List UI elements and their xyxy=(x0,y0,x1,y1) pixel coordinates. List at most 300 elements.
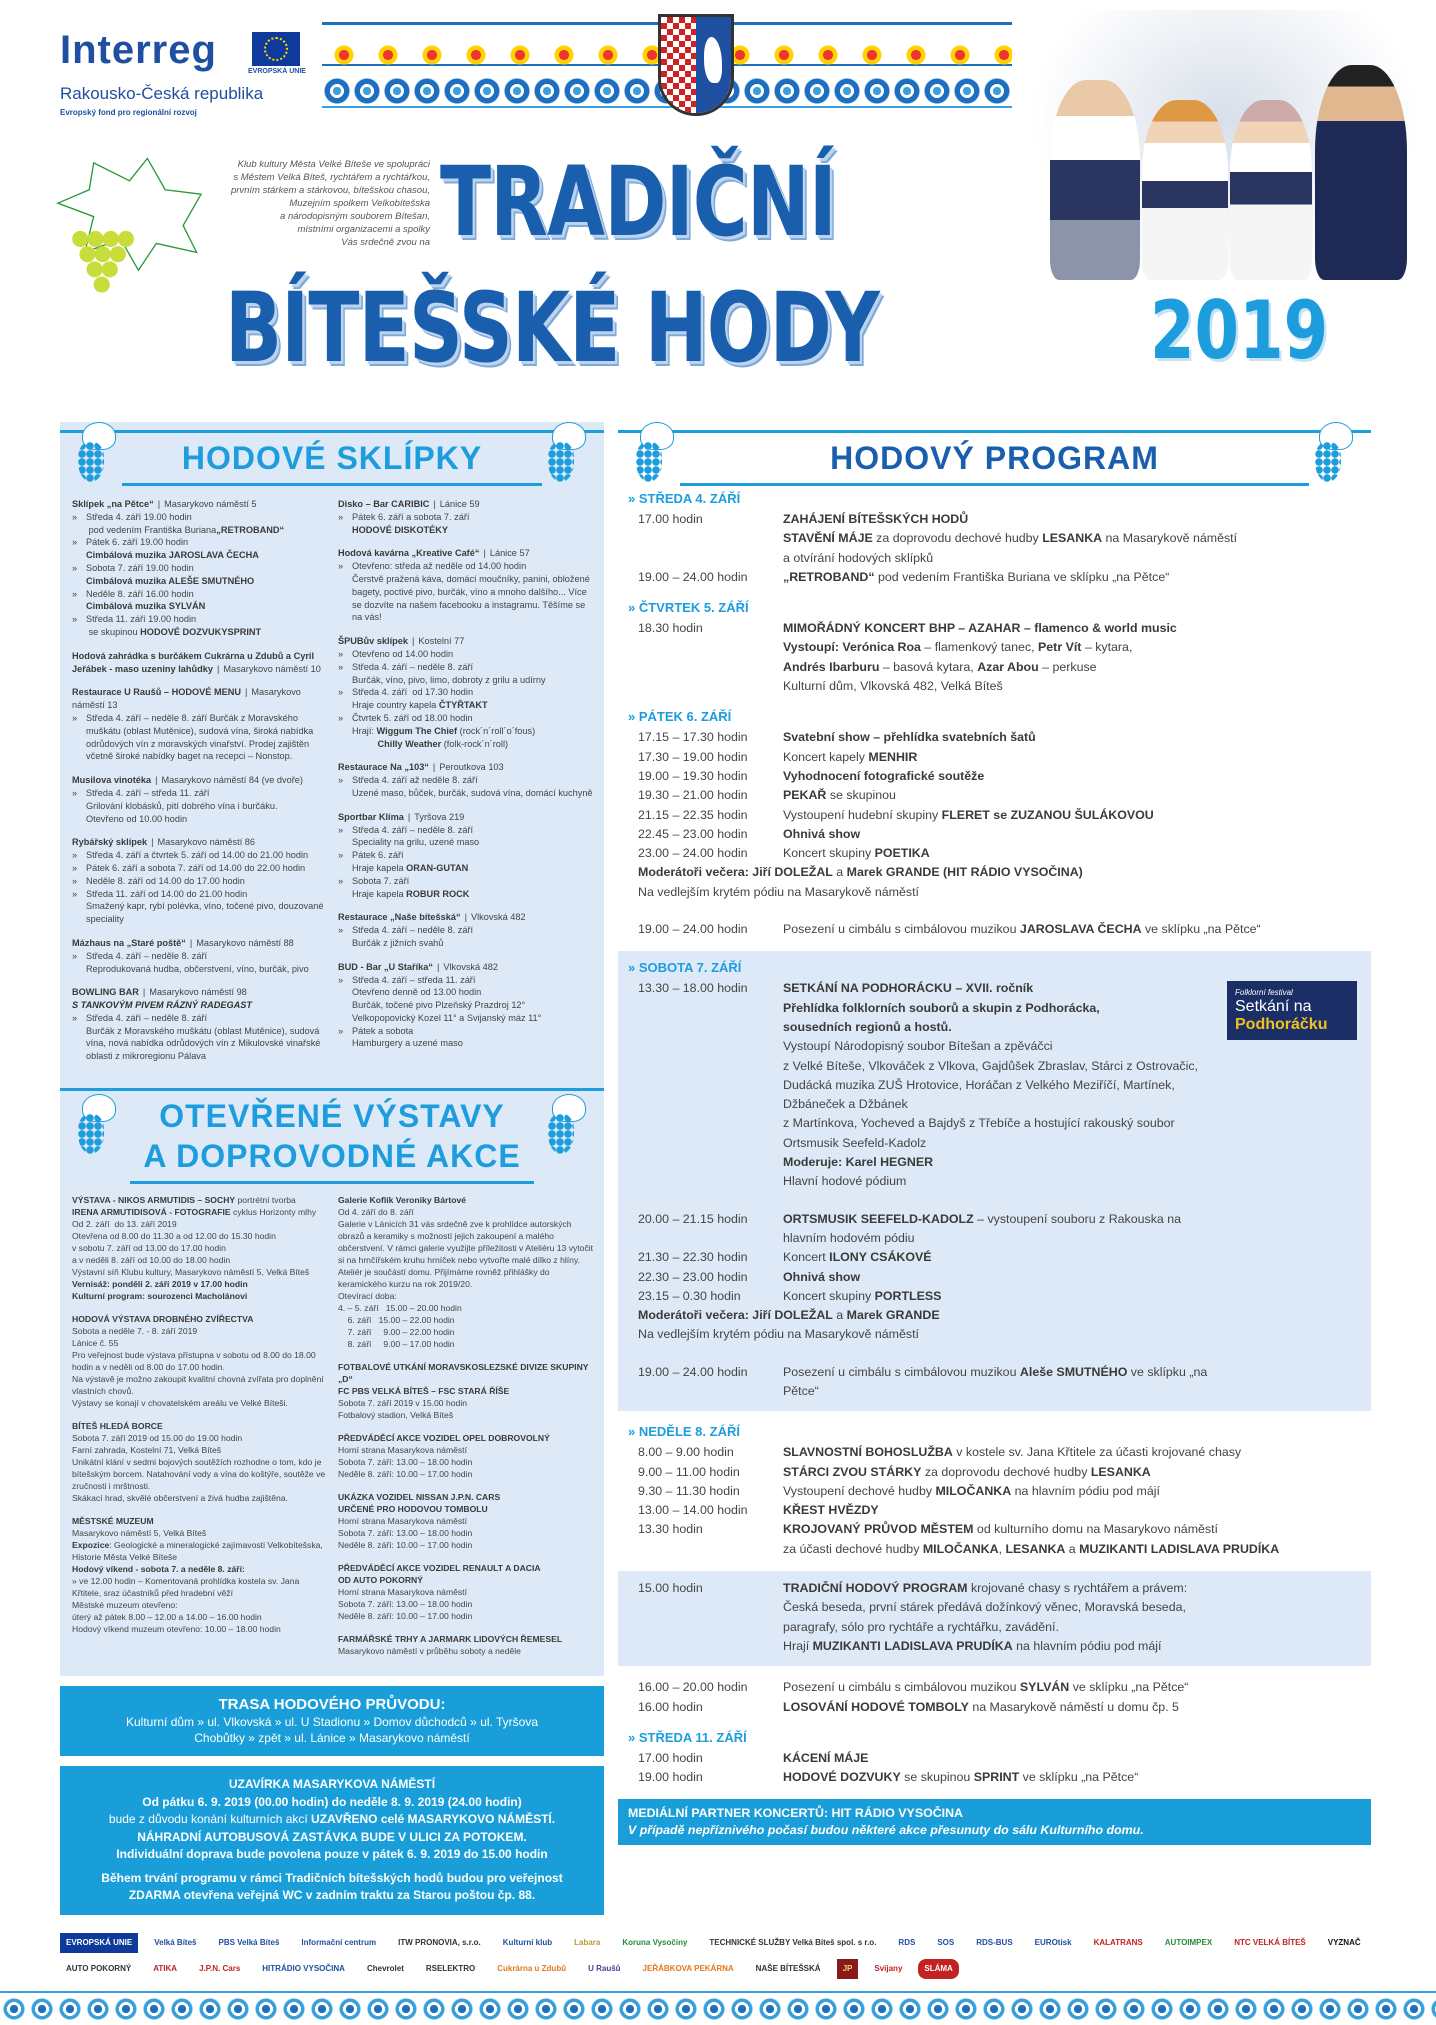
separator: | xyxy=(436,961,440,972)
line-text: Horní strana Masarykova náměstí xyxy=(338,1516,467,1527)
line-text: Sobota 7. září 2019 v 15.00 hodin xyxy=(338,1398,468,1409)
event-line xyxy=(338,1397,594,1409)
event-description xyxy=(783,1698,1371,1717)
event-time xyxy=(628,1057,783,1076)
desc-bold: MUZIKANTI LADISLAVA PRUDÍKA xyxy=(812,1638,1013,1653)
program-row xyxy=(628,979,1221,998)
desc-bold: Ohnivá show xyxy=(783,1269,861,1284)
program-row xyxy=(628,1520,1371,1539)
line-text: Unikátní klání v sedmi bojových soutěžích rozhodne o tom, kdo je bítešským borcem. Natahování vody a vína do koštýře, soutěže ve zručnosti i mrštnosti. xyxy=(72,1457,328,1492)
invitation-line: s Městem Velká Bíteš, rychtářem a rychtářkou, xyxy=(233,172,430,183)
desc-bold: KÁCENÍ MÁJE xyxy=(783,1750,869,1765)
sponsor-logo: Chevrolet xyxy=(366,1963,404,1973)
invitation-line: místními organizacemi a spolky xyxy=(297,224,430,235)
traffic-notice: Individuální doprava bude povolena pouze v pátek 6. 9. 2019 do 15.00 hodin xyxy=(116,1847,548,1862)
event-description xyxy=(783,1287,1221,1306)
sklipky-column-2 xyxy=(338,498,594,1074)
line-text: Neděle 8. září: 10.00 – 17.00 hodin xyxy=(338,1540,473,1551)
event-line xyxy=(338,1444,594,1456)
day-body xyxy=(628,510,1371,587)
costumed-folk-photo xyxy=(1030,10,1420,280)
desc-text: od kulturního domu na Masarykovo náměstí xyxy=(973,1522,1218,1537)
vystavy-column-2 xyxy=(338,1194,594,1668)
line-text: pod vedením Františka Buriana xyxy=(86,524,217,535)
desc-text: se skupinou xyxy=(826,788,896,803)
line-text: v sobotu 7. září od 13.00 do 17.00 hodin xyxy=(72,1243,226,1254)
venue-line xyxy=(72,562,328,575)
program-row xyxy=(628,1287,1221,1306)
event-line xyxy=(72,1420,328,1432)
program-day xyxy=(618,1571,1371,1666)
line-text: Hraje country kapela xyxy=(352,700,439,711)
desc-text: krojované chasy s rychtářem a právem: xyxy=(967,1581,1188,1596)
left-column xyxy=(60,422,604,1915)
line-text: Otevřena od 8.00 do 11.30 a od 12.00 do 15.30 hodin xyxy=(72,1231,276,1242)
line-bold: HODOVÉ DOZVUKY xyxy=(140,626,228,637)
event-time xyxy=(628,1018,783,1037)
program-row xyxy=(628,1172,1221,1191)
grape-icon xyxy=(72,422,122,486)
event-description xyxy=(783,1768,1371,1787)
desc-text: za doprovodu dechové hudby xyxy=(921,1464,1091,1479)
venue-name: Sportbar Klíma xyxy=(338,811,404,822)
venue-name: BOWLING BAR xyxy=(72,987,139,998)
desc-text: Hlavní hodové pódium xyxy=(783,1174,907,1189)
event-line xyxy=(338,1432,594,1444)
desc-text: Koncert skupiny xyxy=(783,1288,875,1303)
venue-line xyxy=(338,1037,594,1050)
venue-name: Disko – Bar CARIBIC xyxy=(338,499,430,509)
line-text: Středa 4. září – středa 11. září xyxy=(86,787,210,798)
venue-address: Masarykovo náměstí 88 xyxy=(196,937,294,948)
separator: | xyxy=(464,912,467,923)
program-row xyxy=(628,1210,1221,1249)
sponsor-logo: EUROtisk xyxy=(1034,1937,1072,1947)
program-row xyxy=(628,1325,1221,1344)
venue-entry xyxy=(338,811,594,901)
bus-stop-notice: NÁHRADNÍ AUTOBUSOVÁ ZASTÁVKA BUDE V ULICI ZA POTOKEM. xyxy=(137,1829,527,1844)
section-title-sklipky: HODOVÉ SKLÍPKY xyxy=(181,440,483,476)
program-row xyxy=(628,568,1371,587)
desc-text: pod vedením Františka Buriana ve sklípku „na Pětce“ xyxy=(874,569,1170,584)
desc-bold: SLAVNOSTNÍ BOHOSLUŽBA xyxy=(783,1445,953,1460)
desc-text: Vystoupí Národopisný soubor Bítešan a zpěváčci xyxy=(783,1039,1053,1054)
venue-line xyxy=(338,725,594,738)
line-text: » ve 12.00 hodin – Komentovaná prohlídka kostela sv. Jana Křtitele, sraz účastníků před hradební věží xyxy=(72,1576,302,1599)
program-row xyxy=(628,1598,1371,1617)
desc-text: – perkuse xyxy=(1038,659,1097,674)
line-bold: SPRINT xyxy=(227,626,262,637)
line-text: Čerstvě pražená káva, domácí moučníky, panini, obložené bagety, poctivé pivo, burčák, víno a mnoho dalšího... Více se dozvíte na našem facebooku a instagramu. Těšíme se na vás! xyxy=(352,573,593,623)
event-line xyxy=(338,1574,594,1586)
event-time: 17.15 – 17.30 hodin xyxy=(638,730,748,745)
venue-line xyxy=(72,849,328,862)
event-line xyxy=(72,1337,328,1349)
wc-notice: ZDARMA otevřena veřejná WC v zadním traktu za Starou poštou čp. 88. xyxy=(128,1888,536,1903)
desc-bold: LOSOVÁNÍ HODOVÉ TOMBOLY xyxy=(783,1699,969,1714)
event-time xyxy=(628,658,783,677)
event-line xyxy=(72,1539,328,1563)
venue-address: Vlkovská 482 xyxy=(470,912,526,923)
line-text: Výstavy se konají v chovatelském areálu ve Velké Bíteši. xyxy=(72,1398,288,1409)
line-text: Sobota 7. září: 13.00 – 18.00 hodin xyxy=(338,1457,473,1468)
event-time: 19.00 – 24.00 hodin xyxy=(638,1364,748,1379)
desc-bold: Marek GRANDE (HIT RÁDIO VYSOČINA) xyxy=(846,865,1083,880)
desc-bold: POETIKA xyxy=(874,846,930,861)
venue-name: Sklípek „na Pětce“ xyxy=(72,499,154,509)
section-title-vystavy xyxy=(130,1096,534,1176)
program-row xyxy=(628,658,1371,677)
separator: | xyxy=(157,499,161,509)
desc-bold: KŘEST HVĚZDY xyxy=(783,1503,879,1518)
event-time xyxy=(628,529,783,548)
separator: | xyxy=(189,937,193,948)
wc-notice: Během trvání programu v rámci Tradičních bítešských hodů budou pro veřejnost xyxy=(101,1870,563,1885)
event-description xyxy=(783,825,1371,844)
event-time: 19.30 – 21.00 hodin xyxy=(638,788,748,803)
program-row xyxy=(628,1482,1371,1501)
venue-line xyxy=(338,573,594,624)
event-description xyxy=(783,806,1371,825)
invitation-line: Klub kultury Města Velké Bíteše ve spolupráci xyxy=(237,159,430,170)
venue-address: Peroutkova 103 xyxy=(439,762,504,773)
event-time: 9.00 – 11.00 hodin xyxy=(638,1464,740,1479)
program-row xyxy=(628,748,1371,767)
event-description xyxy=(783,1463,1371,1482)
line-text: Otevřeno: středa až neděle od 14.00 hodin xyxy=(352,561,527,572)
event-time xyxy=(628,1637,783,1656)
venue-name: Hodová zahrádka s burčákem Cukrárna u Zdubů a Cyril Jeřábek - maso uzeniny lahůdky xyxy=(72,650,315,674)
desc-bold: SETKÁNÍ NA PODHORÁCKU – XVII. ročník xyxy=(783,981,1034,996)
sponsor-logo: Svijany xyxy=(874,1963,903,1973)
vystavy-column-1 xyxy=(72,1194,328,1668)
desc-text: Česká beseda, první stárek předává dožínkový věnec, Moravská beseda, xyxy=(783,1600,1186,1615)
venue-line xyxy=(338,712,594,725)
desc-text: Hrají xyxy=(783,1638,813,1653)
event-line xyxy=(338,1645,594,1657)
venue-line xyxy=(338,924,594,937)
program-row xyxy=(628,825,1371,844)
sponsor-logo: AUTOIMPEX xyxy=(1164,1937,1213,1947)
program-row xyxy=(628,1618,1371,1637)
event-line xyxy=(338,1633,594,1645)
sponsor-logo: NTC VELKÁ BÍTEŠ xyxy=(1234,1937,1306,1947)
line-text xyxy=(352,739,378,749)
program-row xyxy=(628,1018,1221,1037)
venue-entry xyxy=(338,761,594,799)
line-text: a v neděli 8. září od 10.00 do 18.00 hodin xyxy=(72,1255,231,1266)
event-description xyxy=(783,1363,1221,1402)
venue-name: Musilova vinotéka xyxy=(72,775,152,786)
event-description xyxy=(628,1325,1221,1344)
sponsor-logo: J.P.N. Cars xyxy=(199,1963,241,1973)
venue-entry xyxy=(72,836,328,926)
line-text: Fotbalový stadion, Velká Bíteš xyxy=(338,1410,454,1421)
invitation-line: Muzejním spolkem Velkobítešska xyxy=(289,198,430,209)
separator: | xyxy=(433,499,436,509)
venue-line xyxy=(72,1012,328,1025)
sponsor-logo: KALATRANS xyxy=(1093,1937,1143,1947)
sponsor-logo: RDS xyxy=(898,1937,916,1947)
program-heading-block xyxy=(618,422,1371,490)
closure-reason-bold: UZAVŘENO celé MASARYKOVO NÁMĚSTÍ. xyxy=(311,1812,556,1827)
venue-line xyxy=(338,560,594,573)
vystavy-list xyxy=(60,1188,604,1668)
desc-bold: sousedních regionů a hostů. xyxy=(783,1019,952,1034)
line-text: Pátek 6. září a sobota 7. září xyxy=(352,511,470,522)
day-heading: » PÁTEK 6. ZÁŘÍ xyxy=(628,709,732,725)
parade-route-heading: TRASA HODOVÉHO PRŮVODU: xyxy=(218,1696,446,1714)
venue-address: Masarykovo náměstí 86 xyxy=(157,837,256,848)
day-rows xyxy=(628,1579,1371,1656)
program-row xyxy=(628,806,1371,825)
sponsor-logo: SOS xyxy=(937,1937,955,1947)
program-row xyxy=(628,619,1371,638)
venue-name: Restaurace „Naše bítešská“ xyxy=(338,912,461,923)
weather-note: V případě nepříznivého počasí budou některé akce přesunuty do sálu Kulturního domu. xyxy=(628,1823,1144,1838)
line-text: Smažený kapr, rybí polévka, víno, točené pivo, douzované speciality xyxy=(86,901,327,925)
program-row xyxy=(628,510,1371,529)
event-line xyxy=(72,1278,328,1290)
desc-bold: Moderátoři večera: Jiří DOLEŽAL xyxy=(638,1308,833,1323)
program-row xyxy=(628,1076,1221,1115)
line-bold: Expozice xyxy=(72,1540,110,1551)
venue-line xyxy=(72,712,328,763)
venue-header xyxy=(338,635,594,648)
desc-bold: STÁRCI ZVOU STÁRKY xyxy=(783,1464,922,1479)
line-text: Sobota 7. září 19.00 hodin xyxy=(86,562,194,573)
program-row xyxy=(628,1637,1371,1656)
invitation-text xyxy=(215,158,430,249)
event-line xyxy=(338,1503,594,1515)
sponsor-logos xyxy=(60,1933,1376,1979)
line-text: Středa 11. září 19.00 hodin xyxy=(86,614,197,625)
desc-bold: MENHIR xyxy=(868,749,918,764)
desc-text: – vystoupení souboru z Rakouska na hlavním hodovém pódiu xyxy=(783,1211,1185,1245)
event-time: 19.00 hodin xyxy=(638,1770,703,1785)
event-time: 16.00 – 20.00 hodin xyxy=(638,1680,748,1695)
line-text: Lánice č. 55 xyxy=(72,1338,119,1349)
desc-bold: MILOČANKA xyxy=(935,1483,1012,1498)
venue-line xyxy=(72,888,328,901)
line-text: Hodový víkend muzeum otevřeno: 10.00 – 18.00 hodin xyxy=(72,1624,281,1635)
venue-line xyxy=(72,963,328,976)
event-line xyxy=(338,1562,594,1574)
program-region: Rakousko-Česká republika xyxy=(60,84,264,103)
event-line xyxy=(72,1432,328,1444)
event-description xyxy=(783,510,1371,529)
line-text: Horní strana Masarykova náměstí xyxy=(338,1587,467,1598)
program-row xyxy=(628,1153,1221,1172)
sklipky-heading-block xyxy=(60,422,604,490)
line-text: Středa 4. září 19.00 hodin xyxy=(86,511,192,522)
event-time xyxy=(628,638,783,657)
desc-text: za účasti dechové hudby xyxy=(783,1541,923,1556)
sponsor-logo: EVROPSKÁ UNIE xyxy=(60,1933,138,1953)
line-bold: IRENA ARMUTIDISOVÁ - FOTOGRAFIE xyxy=(72,1207,231,1218)
program-day xyxy=(618,1729,1371,1788)
event-description xyxy=(783,1637,1371,1656)
event-line xyxy=(338,1468,594,1480)
section-title-program: HODOVÝ PROGRAM xyxy=(830,440,1159,476)
closure-notice-box xyxy=(60,1766,604,1915)
desc-text: z Martínkova, Yocheved a Bajdyš z Třebíče a hostující rakouský soubor Ortsmusik Seefeld-Kadolz xyxy=(783,1116,1179,1150)
line-text: Čtvrtek 5. září od 18.00 hodin xyxy=(352,712,473,723)
program-row xyxy=(628,1501,1371,1520)
venue-entry xyxy=(72,650,328,676)
day-rows xyxy=(628,510,1371,587)
line-text: Masarykovo náměstí 5, Velká Bíteš xyxy=(72,1528,207,1539)
venue-line xyxy=(338,937,594,950)
venue-line xyxy=(72,875,328,888)
desc-text: ve sklípku „na Pětce“ xyxy=(1019,1770,1139,1785)
event-time: 18.30 hodin xyxy=(638,621,703,636)
event-entry xyxy=(338,1562,594,1622)
grape-icon xyxy=(1309,422,1359,486)
desc-bold: Moderátoři večera: Jiří DOLEŽAL xyxy=(638,865,833,880)
desc-text: a otvírání hodových sklípků xyxy=(783,550,934,565)
line-text: Uzené maso, bůček, burčák, sudová vína, domácí kuchyně xyxy=(352,787,593,798)
day-rows xyxy=(628,1443,1371,1559)
event-entry xyxy=(72,1313,328,1409)
line-text: Středa 4. září – neděle 8. září xyxy=(352,661,474,672)
line-text: Středa 4. září – neděle 8. září xyxy=(352,925,474,936)
line-bold: BÍTEŠ HLEDÁ BORCE xyxy=(72,1421,163,1432)
line-text: Hraje kapela xyxy=(352,862,407,873)
line-text: Burčák, víno, pivo, limo, dobroty z grilu a udírny xyxy=(352,674,546,685)
venue-header xyxy=(72,937,328,950)
grapevine-illustration xyxy=(40,150,210,310)
media-partner-bar xyxy=(618,1799,1371,1845)
event-line xyxy=(338,1338,594,1350)
coat-of-arms-icon xyxy=(658,14,734,116)
fund-name: Evropský fond pro regionální rozvoj xyxy=(60,108,197,117)
sponsor-logo: VYZNAČ xyxy=(1327,1937,1361,1947)
event-entry xyxy=(338,1491,594,1551)
desc-text: Posezení u cimbálu s cimbálovou muzikou xyxy=(783,1364,1020,1379)
event-time xyxy=(628,1618,783,1637)
day-body xyxy=(628,1443,1371,1559)
sponsor-logo: Velká Bíteš xyxy=(154,1937,197,1947)
venue-line xyxy=(72,600,328,613)
event-description xyxy=(783,1172,1221,1191)
line-bold: ČTYŘTAKT xyxy=(438,700,488,711)
sponsor-logo: Kulturní klub xyxy=(502,1937,553,1947)
line-bold: Cimbálová muzika ALEŠE SMUTNÉHO xyxy=(86,575,255,586)
desc-text: Koncert xyxy=(783,1250,830,1265)
event-line xyxy=(72,1575,328,1599)
line-bold: PŘEDVÁDĚCÍ AKCE VOZIDEL RENAULT A DACIA xyxy=(338,1563,541,1574)
line-text: 8. září 9.00 – 17.00 hodin xyxy=(338,1339,455,1350)
venue-header xyxy=(338,761,594,774)
event-description xyxy=(783,1579,1371,1598)
line-text: 4. – 5. září 15.00 – 20.00 hodin xyxy=(338,1303,462,1314)
invitation-line: a národopisným souborem Bítešan, xyxy=(280,211,430,222)
line-text: Burčák z Moravského muškátu (oblast Mutěnice), sudová vína, nová nabídka odrůdových vín z Mikulovské vinařské oblasti z mikroregionu Pálava xyxy=(86,1025,323,1062)
desc-text: a xyxy=(832,865,847,880)
sponsor-logo: Informační centrum xyxy=(301,1937,377,1947)
venue-entry xyxy=(72,937,328,975)
event-time: 13.30 hodin xyxy=(638,1522,703,1537)
event-description xyxy=(783,1749,1371,1768)
event-description xyxy=(628,863,1371,882)
program-panel xyxy=(618,422,1371,1845)
event-description xyxy=(783,786,1371,805)
desc-bold: ORTSMUSIK SEEFELD-KADOLZ xyxy=(783,1211,974,1226)
line-text: (rock´n´roll´o´fous) xyxy=(457,725,536,736)
line-text: cyklus Horizonty mlhy xyxy=(230,1207,317,1218)
event-time xyxy=(628,549,783,568)
event-line xyxy=(72,1313,328,1325)
event-time xyxy=(628,1076,783,1115)
venue-address: Kostelní 77 xyxy=(418,636,465,647)
program-row xyxy=(628,1698,1371,1717)
line-bold: Galerie Koflík Veroniky Bártové xyxy=(338,1195,467,1206)
main-content xyxy=(0,410,1436,1915)
divider xyxy=(618,430,1371,433)
event-time xyxy=(628,1540,783,1559)
venue-address: Lánice 59 xyxy=(439,499,480,509)
sponsor-logo: ATIKA xyxy=(153,1963,178,1973)
line-text: Pátek 6. září 19.00 hodin xyxy=(86,537,189,548)
sponsor-logo: JP xyxy=(837,1959,859,1979)
sklipky-column-1 xyxy=(72,498,328,1074)
line-text: Neděle 8. září 16.00 hodin xyxy=(86,588,194,599)
venue-line xyxy=(338,787,594,800)
event-line xyxy=(72,1397,328,1409)
event-time xyxy=(628,1037,783,1056)
venue-line xyxy=(338,849,594,862)
event-description xyxy=(783,1482,1371,1501)
line-text: Středa 4. září a čtvrtek 5. září od 14.00 do 21.00 hodin xyxy=(86,850,309,861)
day-body xyxy=(628,1678,1371,1717)
closure-reason xyxy=(68,1811,596,1829)
program-row xyxy=(628,863,1371,882)
event-time: 9.30 – 11.30 hodin xyxy=(638,1483,740,1498)
venue-line xyxy=(338,674,594,687)
interreg-wordmark: Interreg xyxy=(60,28,217,72)
sponsor-logo: NAŠE BÍTEŠSKÁ xyxy=(755,1963,821,1973)
desc-text: Koncert skupiny xyxy=(783,846,875,861)
line-bold: VÝSTAVA - NIKOS ARMUTIDIS – SOCHY xyxy=(72,1195,236,1206)
venue-address: Masarykovo náměstí 98 xyxy=(149,987,247,998)
program-row xyxy=(628,1678,1371,1697)
program-row xyxy=(628,1057,1221,1076)
event-line xyxy=(338,1314,594,1326)
line-text: Burčák, točené pivo Plzeňský Prazdroj 12° xyxy=(352,1000,526,1011)
parade-route-box xyxy=(60,1686,604,1756)
venue-entry xyxy=(338,961,594,1051)
line-text: Otevřeno od 14.00 hodin xyxy=(352,648,454,659)
line-bold: HODOVÉ DISKOTÉKY xyxy=(352,524,448,535)
venue-header xyxy=(72,986,328,999)
event-time: 23.15 – 0.30 hodin xyxy=(638,1288,741,1303)
grape-icon xyxy=(72,1094,122,1158)
desc-bold: PORTLESS xyxy=(874,1288,942,1303)
separator: | xyxy=(411,636,415,647)
event-line xyxy=(72,1325,328,1337)
event-entry xyxy=(338,1194,594,1350)
day-heading: » STŘEDA 11. ZÁŘÍ xyxy=(628,1729,747,1745)
program-row xyxy=(628,1579,1371,1598)
event-line xyxy=(72,1194,328,1206)
venue-header xyxy=(72,774,328,787)
line-text: Hrají: xyxy=(352,725,377,736)
separator: | xyxy=(142,987,146,998)
venue-header xyxy=(72,686,328,712)
line-bold: Kulturní program: sourozenci Macholánovi xyxy=(72,1291,248,1302)
day-rows xyxy=(628,1749,1371,1788)
